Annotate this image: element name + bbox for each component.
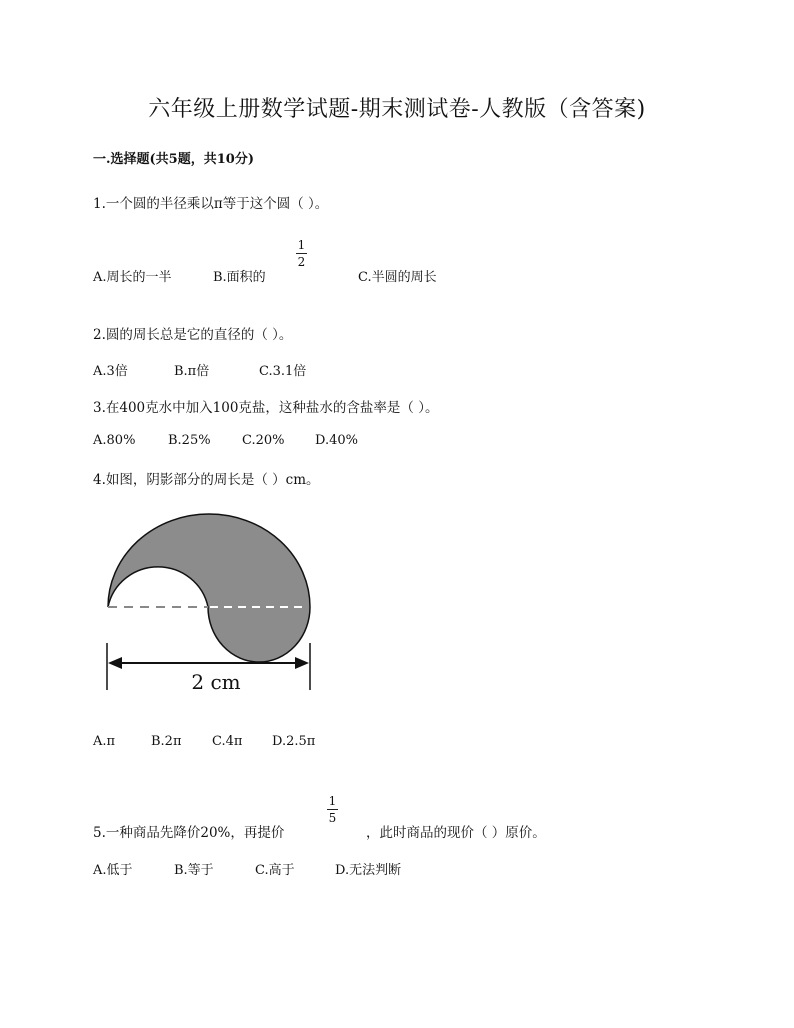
fraction-numerator: 1 xyxy=(297,238,306,252)
question-1-option-a[interactable]: A.周长的一半 xyxy=(93,270,172,285)
question-4-option-d[interactable]: D.2.5π xyxy=(272,734,316,749)
question-1-option-b[interactable]: B.面积的 xyxy=(213,270,266,285)
shaded-region xyxy=(108,514,310,662)
dimension-arrow-right xyxy=(295,657,309,669)
question-2-option-b[interactable]: B.π倍 xyxy=(174,364,210,379)
dimension-label: 2 cm xyxy=(191,670,241,694)
question-4-option-a[interactable]: A.π xyxy=(93,734,116,749)
question-5-option-b[interactable]: B.等于 xyxy=(174,863,214,878)
question-4-text: 4.如图，阴影部分的周长是（ ）cm。 xyxy=(93,472,320,488)
question-3-option-c[interactable]: C.20% xyxy=(242,433,285,448)
question-1-text: 1.一个圆的半径乘以π等于这个圆（ ）。 xyxy=(93,196,329,212)
question-3-option-a[interactable]: A.80% xyxy=(93,433,136,448)
question-4-option-b[interactable]: B.2π xyxy=(151,734,182,749)
fraction-numerator: 1 xyxy=(328,794,337,808)
question-2-text: 2.圆的周长总是它的直径的（ ）。 xyxy=(93,327,293,343)
question-5-fraction xyxy=(327,794,338,826)
question-3-text: 3.在400克水中加入100克盐，这种盐水的含盐率是（ ）。 xyxy=(93,400,439,416)
page-title: 六年级上册数学试题-期末测试卷-人教版（含答案) xyxy=(148,97,646,122)
question-5-text-after: ，此时商品的现价（ ）原价。 xyxy=(366,825,546,841)
fraction-bar xyxy=(296,253,307,254)
question-4-option-c[interactable]: C.4π xyxy=(212,734,243,749)
fraction-bar xyxy=(327,809,338,810)
question-5-option-d[interactable]: D.无法判断 xyxy=(335,863,402,878)
question-3-option-d[interactable]: D.40% xyxy=(315,433,358,448)
fraction-denominator: 5 xyxy=(328,811,337,825)
section-heading: 一.选择题(共5题，共10分) xyxy=(93,152,254,167)
question-5-option-c[interactable]: C.高于 xyxy=(255,863,295,878)
question-4-figure xyxy=(100,505,320,695)
question-5-text-before: 5.一种商品先降价20%，再提价 xyxy=(93,825,285,841)
question-1-fraction xyxy=(296,238,307,270)
fraction-denominator: 2 xyxy=(297,255,306,269)
question-2-option-c[interactable]: C.3.1倍 xyxy=(259,364,307,379)
question-3-option-b[interactable]: B.25% xyxy=(168,433,211,448)
question-2-option-a[interactable]: A.3倍 xyxy=(93,364,128,379)
question-5-option-a[interactable]: A.低于 xyxy=(93,863,133,878)
dimension-arrow-left xyxy=(108,657,122,669)
question-1-option-c[interactable]: C.半圆的周长 xyxy=(358,270,437,285)
